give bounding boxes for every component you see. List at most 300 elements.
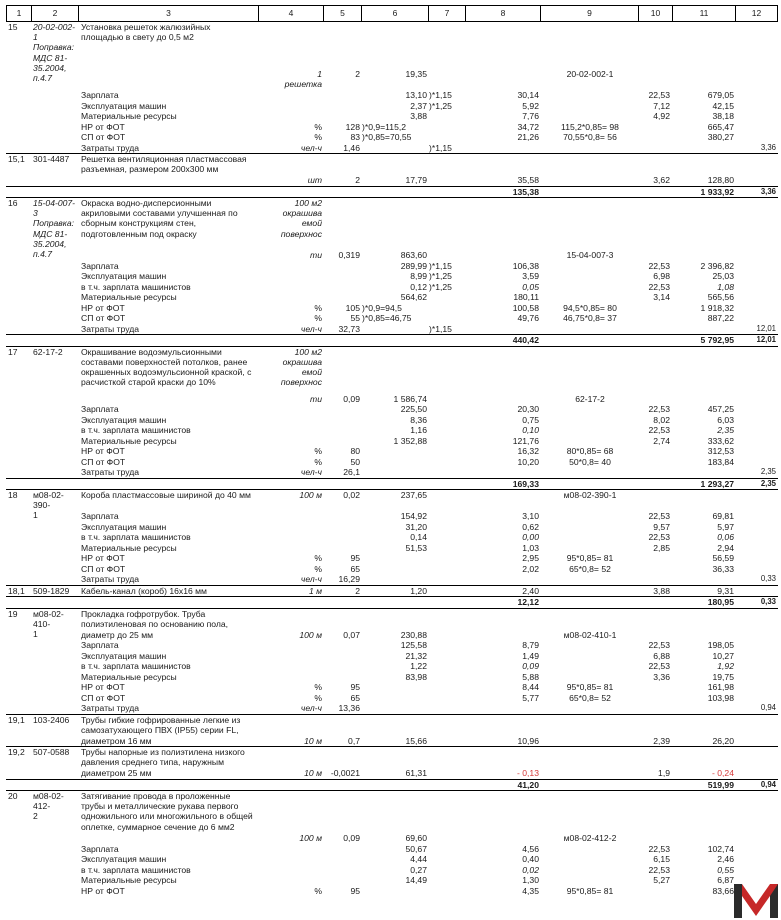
cell-col-6 [362, 574, 429, 585]
subtotal-row [6, 596, 778, 608]
cell-col-12 [736, 261, 778, 272]
cell-col-1 [6, 854, 32, 865]
cell-col-5 [324, 335, 362, 346]
cell-col-9: 94,5*0,85= 80 [563, 302, 617, 313]
cell-col-10 [639, 446, 673, 457]
cell-col-8 [466, 69, 541, 90]
cell-col-2 [32, 324, 79, 335]
cell-col-11 [673, 143, 736, 154]
cell-col-8: 5,88 [522, 671, 539, 682]
cell-col-3: диаметром 16 мм [81, 735, 152, 746]
cell-col-1 [6, 511, 32, 522]
cell-col-7: )*1,25 [429, 281, 452, 292]
cell-col-11: 38,18 [712, 111, 734, 121]
cell-col-8: 8,44 [522, 682, 539, 692]
table-row [6, 553, 778, 564]
cell-col-10 [639, 682, 673, 693]
cell-col-12 [736, 532, 778, 543]
cell-col-11: 5,97 [717, 521, 734, 532]
cell-col-7 [429, 640, 466, 651]
cell-col-2 [32, 532, 79, 543]
cell-col-6: 0,12 [410, 281, 427, 292]
cell-col-11 [673, 467, 736, 478]
cell-col-2 [32, 543, 79, 554]
cell-col-8: 180,11 [513, 292, 539, 302]
cell-col-5: 80 [350, 446, 360, 456]
cell-col-8: 3,10 [522, 511, 539, 521]
cell-col-2 [32, 313, 79, 324]
cell-col-8: 2,40 [522, 585, 539, 596]
cell-col-5 [324, 597, 362, 608]
cell-col-8 [466, 791, 541, 833]
cell-col-12 [736, 661, 778, 672]
cell-col-9: м08-02-410-1 [563, 629, 617, 640]
cell-col-7 [429, 574, 466, 585]
cell-col-10: 6,15 [653, 854, 670, 864]
cell-col-9 [541, 415, 639, 426]
cell-col-2 [32, 844, 79, 855]
cell-col-5 [324, 672, 362, 683]
cell-col-7 [429, 543, 466, 554]
cell-col-12: 12,01 [756, 335, 776, 344]
cell-col-3: Затраты труда [81, 574, 140, 584]
cell-col-5: 0,7 [348, 735, 360, 746]
cell-col-2 [32, 736, 79, 747]
cell-col-9 [541, 261, 639, 272]
cell-col-10 [639, 833, 673, 844]
cell-col-10 [639, 335, 673, 346]
cell-col-9: 15-04-007-3 [566, 250, 614, 260]
cell-col-8: 169,33 [512, 478, 539, 489]
cell-col-9 [541, 436, 639, 447]
cell-col-3: Материальные ресурсы [81, 542, 177, 553]
table-row [6, 394, 778, 405]
cell-col-10 [639, 313, 673, 324]
cell-col-4 [259, 335, 324, 346]
cell-col-4: шт [307, 175, 322, 185]
cell-col-1 [6, 574, 32, 585]
cell-col-12 [736, 768, 778, 779]
cell-col-5: 32,73 [338, 323, 360, 334]
cell-col-9 [541, 586, 639, 597]
cell-col-5 [324, 780, 362, 791]
column-header-5: 5 [324, 6, 362, 21]
cell-col-8: 0,10 [522, 425, 539, 435]
cell-col-8: 30,14 [517, 90, 539, 100]
cell-col-2 [32, 511, 79, 522]
cell-col-3: в т.ч. зарплата машинистов [81, 864, 191, 875]
cell-col-9: 65*0,8= 52 [569, 563, 611, 574]
cell-col-1 [6, 844, 32, 855]
cell-col-1 [6, 693, 32, 704]
cell-col-10 [639, 154, 673, 175]
column-header-8: 8 [466, 6, 541, 21]
cell-col-10: 3,88 [653, 585, 670, 596]
cell-col-6: 14,49 [405, 875, 427, 885]
cell-col-12 [736, 833, 778, 844]
cell-col-10 [639, 187, 673, 198]
cell-col-7 [429, 446, 466, 457]
table-row [6, 886, 778, 897]
cell-col-9 [541, 543, 639, 554]
cell-col-9 [541, 768, 639, 779]
cell-col-3: НР от ФОТ [81, 302, 125, 313]
cell-col-1 [6, 143, 32, 154]
cell-col-1: 17 [8, 346, 18, 357]
cell-col-10: 22,53 [648, 425, 670, 435]
cell-col-4 [259, 436, 324, 447]
cell-col-2: м08-02-412- 2 [33, 791, 64, 822]
cell-col-6 [362, 479, 429, 490]
cell-col-7: )*1,15 [429, 90, 452, 100]
table-row [6, 250, 778, 261]
cell-col-7 [429, 865, 466, 876]
cell-col-5 [324, 479, 362, 490]
cell-col-2 [32, 394, 79, 405]
table-row [6, 854, 778, 865]
cell-col-2 [32, 282, 79, 293]
cell-col-4: чел-ч [300, 142, 322, 153]
cell-col-10: 22,53 [648, 404, 670, 414]
cell-col-1 [6, 90, 32, 101]
table-row [6, 574, 778, 585]
cell-col-8: 135,38 [512, 186, 539, 197]
table-row [6, 143, 778, 154]
cell-col-8: 49,76 [517, 313, 539, 323]
table-row [6, 425, 778, 436]
cell-col-4: 1 м [308, 585, 322, 596]
cell-col-4: чел-ч [300, 467, 322, 477]
cell-col-2 [32, 768, 79, 779]
cell-col-12: 3,36 [760, 142, 776, 152]
cell-col-2: 62-17-2 [33, 346, 63, 357]
cell-col-10: 4,92 [653, 111, 670, 121]
cell-col-6 [362, 457, 429, 468]
cell-col-2 [32, 553, 79, 564]
cell-col-4: % [314, 885, 322, 896]
cell-col-5: 26,1 [343, 467, 360, 477]
cell-col-1 [6, 597, 32, 608]
cell-col-11: 103,98 [707, 692, 734, 703]
cell-col-5: 105 [345, 302, 360, 313]
cell-col-8: 10,20 [517, 456, 539, 467]
cell-col-1 [6, 324, 32, 335]
cell-col-11: 380,27 [707, 132, 734, 142]
cell-col-12 [736, 844, 778, 855]
cell-col-2 [32, 175, 79, 186]
cell-col-10 [639, 143, 673, 154]
cell-col-5: 13,36 [338, 703, 360, 713]
cell-col-5 [324, 715, 362, 736]
cell-col-3: Эксплуатация машин [81, 271, 167, 281]
cell-col-6 [362, 747, 429, 768]
cell-col-7 [429, 415, 466, 426]
cell-col-7 [429, 693, 466, 704]
cell-col-3 [79, 780, 259, 791]
cell-col-1 [6, 187, 32, 198]
cell-col-3: Зарплата [81, 640, 119, 650]
cell-col-6: 289,99 [400, 260, 427, 271]
cell-col-12: 2,35 [760, 478, 776, 488]
cell-col-2 [32, 69, 79, 90]
cell-col-5 [324, 854, 362, 865]
cell-col-11: 679,05 [707, 90, 734, 100]
cell-col-11: 457,25 [707, 404, 734, 414]
cell-col-7 [429, 532, 466, 543]
cell-col-6: 83,98 [405, 671, 427, 682]
cell-col-9 [541, 292, 639, 303]
column-header-12: 12 [736, 6, 778, 21]
cell-col-4 [259, 672, 324, 683]
table-row [6, 630, 778, 641]
cell-col-3: Затраты труда [81, 467, 140, 477]
cell-col-1 [6, 479, 32, 490]
column-header-6: 6 [362, 6, 429, 21]
cell-col-5: 0,09 [343, 833, 360, 843]
cell-col-2 [32, 90, 79, 101]
cell-col-4 [259, 292, 324, 303]
cell-col-8: 5,77 [522, 692, 539, 703]
cell-col-6: 0,27 [410, 864, 427, 875]
cell-col-12 [736, 736, 778, 747]
cell-col-3: Окрашивание водоэмульсионными составами поверхностей потолков, ранее окрашенных водоэмульсионной краской, с расчисткой старой краски до 10% [81, 346, 252, 388]
cell-col-4 [259, 425, 324, 436]
table-row [6, 522, 778, 533]
cell-col-2 [32, 303, 79, 314]
cell-col-6: 125,58 [400, 640, 427, 650]
cell-col-9 [541, 865, 639, 876]
cell-col-6 [362, 597, 429, 608]
cell-col-8: 0,02 [522, 864, 539, 875]
cell-col-5 [324, 292, 362, 303]
cell-col-8 [466, 747, 541, 768]
cell-col-5 [324, 425, 362, 436]
cell-col-11: 1,92 [717, 661, 734, 671]
cell-col-3: диаметр до 25 мм [81, 629, 154, 640]
cell-col-9 [541, 747, 639, 768]
cell-col-11 [673, 154, 736, 175]
cell-col-9 [541, 661, 639, 672]
cell-col-7 [429, 780, 466, 791]
cell-col-4 [259, 187, 324, 198]
cell-col-2 [32, 132, 79, 143]
cell-col-5 [324, 261, 362, 272]
cell-col-3: Решетка вентиляционная пластмассовая разъемная, размером 200х300 мм [81, 154, 247, 175]
subtotal-row [6, 478, 778, 490]
cell-col-4 [259, 532, 324, 543]
cell-col-1 [6, 640, 32, 651]
cell-col-2 [32, 335, 79, 346]
cell-col-6: 1 352,88 [393, 435, 427, 446]
cell-col-6: 19,35 [405, 69, 427, 79]
cell-col-7 [429, 875, 466, 886]
cell-col-1 [6, 271, 32, 282]
cell-col-6: 1 586,74 [393, 393, 427, 404]
cell-col-12 [736, 522, 778, 533]
cell-col-12 [736, 303, 778, 314]
cell-col-3: Материальные ресурсы [81, 671, 177, 682]
cell-col-10 [639, 791, 673, 833]
cell-col-7: )*1,25 [429, 271, 452, 281]
cell-col-9: 95*0,85= 81 [566, 553, 614, 563]
table-row [6, 672, 778, 683]
cell-col-7 [429, 703, 466, 714]
cell-col-6: 31,20 [405, 521, 427, 532]
cell-col-1 [6, 532, 32, 543]
cell-col-1: 15 [8, 22, 18, 32]
cell-col-11: 102,74 [707, 843, 734, 854]
cell-col-2 [32, 415, 79, 426]
cell-col-6: 61,31 [405, 768, 427, 778]
cell-col-9: 46,75*0,8= 37 [563, 313, 617, 323]
cell-col-4 [259, 651, 324, 662]
cell-col-12 [736, 564, 778, 575]
cell-col-6: 1,22 [410, 661, 427, 671]
cell-col-6: 230,88 [400, 629, 427, 640]
cell-col-3: Эксплуатация машин [81, 854, 167, 864]
cell-col-3: Зарплата [81, 511, 119, 521]
cell-col-4: 10 м [304, 735, 322, 746]
table-row [6, 640, 778, 651]
cell-col-6: 2,37 [410, 100, 427, 111]
cell-col-3: СП от ФОТ [81, 456, 126, 467]
cell-col-11: 6,03 [717, 414, 734, 425]
cell-col-4: 100 м2 окрашива емой поверхнос [280, 198, 322, 239]
cell-col-7 [429, 791, 466, 833]
cell-col-7 [429, 467, 466, 478]
cell-col-1 [6, 703, 32, 714]
cell-col-4: % [314, 563, 322, 574]
cell-col-10 [639, 630, 673, 641]
estimate-body [6, 22, 778, 896]
cell-col-8: 35,58 [517, 175, 539, 185]
cell-col-2 [32, 693, 79, 704]
cell-col-7 [429, 630, 466, 641]
cell-col-11: 26,20 [712, 735, 734, 746]
cell-col-9 [541, 780, 639, 791]
cell-col-8: 8,79 [522, 640, 539, 650]
cell-col-11 [673, 574, 736, 585]
cell-col-8: 3,59 [522, 271, 539, 281]
cell-col-10: 22,53 [648, 260, 670, 271]
cell-col-8 [466, 143, 541, 154]
cell-col-4 [259, 597, 324, 608]
cell-col-12 [736, 651, 778, 662]
cell-col-2: м08-02-410- 1 [33, 608, 64, 639]
table-row [6, 651, 778, 662]
cell-col-5 [324, 347, 362, 394]
cell-col-9 [541, 154, 639, 175]
cell-col-9 [541, 703, 639, 714]
cell-col-10 [639, 574, 673, 585]
cell-col-11: 83,66 [712, 885, 734, 896]
cell-col-2: 103-2406 [33, 714, 70, 725]
cell-col-4 [259, 154, 324, 175]
cell-col-1 [6, 69, 32, 90]
cell-col-8: 0,00 [522, 532, 539, 542]
cell-col-1 [6, 132, 32, 143]
cell-col-5 [324, 154, 362, 175]
cell-col-3: в т.ч. зарплата машинистов [81, 661, 191, 671]
cell-col-6: 237,65 [400, 490, 427, 500]
table-row [6, 436, 778, 447]
cell-col-3: Эксплуатация машин [81, 414, 167, 425]
cell-col-3: Материальные ресурсы [81, 292, 177, 302]
cell-col-11: 2 396,82 [700, 260, 734, 271]
cell-col-10 [639, 250, 673, 261]
cell-col-5: 2 [355, 585, 360, 596]
cell-col-9 [541, 335, 639, 346]
cell-col-10 [639, 303, 673, 314]
cell-col-6 [362, 886, 429, 897]
cell-col-4 [259, 511, 324, 522]
table-row [6, 132, 778, 143]
cell-col-1 [6, 404, 32, 415]
cell-col-3: в т.ч. зарплата машинистов [81, 281, 191, 292]
cell-col-1 [6, 886, 32, 897]
cell-col-7 [429, 736, 466, 747]
cell-col-7 [429, 522, 466, 533]
cell-col-4 [259, 111, 324, 122]
cell-col-2 [32, 425, 79, 436]
cell-col-1 [6, 250, 32, 261]
table-row [6, 404, 778, 415]
cell-col-12 [736, 292, 778, 303]
cell-col-10: 5,27 [653, 875, 670, 885]
cell-col-9: 62-17-2 [575, 393, 605, 404]
cell-col-2 [32, 522, 79, 533]
cell-col-9 [541, 640, 639, 651]
cell-col-5 [324, 187, 362, 198]
cell-col-4: ти [310, 250, 322, 260]
cell-col-8: 440,42 [512, 335, 539, 345]
cell-col-7 [429, 69, 466, 90]
cell-col-9 [541, 271, 639, 282]
cell-col-10: 7,12 [653, 100, 670, 111]
cell-col-6 [362, 467, 429, 478]
cell-col-11: - 0,24 [712, 768, 734, 778]
cell-col-9 [541, 90, 639, 101]
cell-col-11: 2,94 [717, 542, 734, 553]
table-row [6, 69, 778, 90]
cell-col-5 [324, 522, 362, 533]
cell-col-2: 301-4487 [33, 154, 70, 164]
cell-col-8: 10,96 [517, 735, 539, 746]
cell-col-8 [466, 250, 541, 261]
cell-col-3: Короба пластмассовые шириной до 40 мм [81, 490, 251, 500]
cell-col-3: СП от ФОТ [81, 563, 126, 574]
cell-col-9 [541, 844, 639, 855]
cell-col-5: 95 [350, 885, 360, 896]
cell-col-7 [429, 682, 466, 693]
cell-col-9 [541, 574, 639, 585]
cell-col-4 [259, 101, 324, 112]
cell-col-5: 0,02 [343, 490, 360, 500]
cell-col-8: 2,95 [522, 553, 539, 563]
cell-col-5 [324, 543, 362, 554]
table-row [6, 543, 778, 554]
cell-col-7 [429, 747, 466, 768]
table-row [6, 292, 778, 303]
cell-col-9 [541, 479, 639, 490]
table-row [6, 714, 778, 736]
cell-col-11: 6,87 [717, 875, 734, 885]
cell-col-9 [541, 425, 639, 436]
cell-col-3: Эксплуатация машин [81, 650, 167, 661]
cell-col-12 [736, 715, 778, 736]
cell-col-8: 121,76 [512, 435, 539, 446]
cell-col-4 [259, 747, 324, 768]
